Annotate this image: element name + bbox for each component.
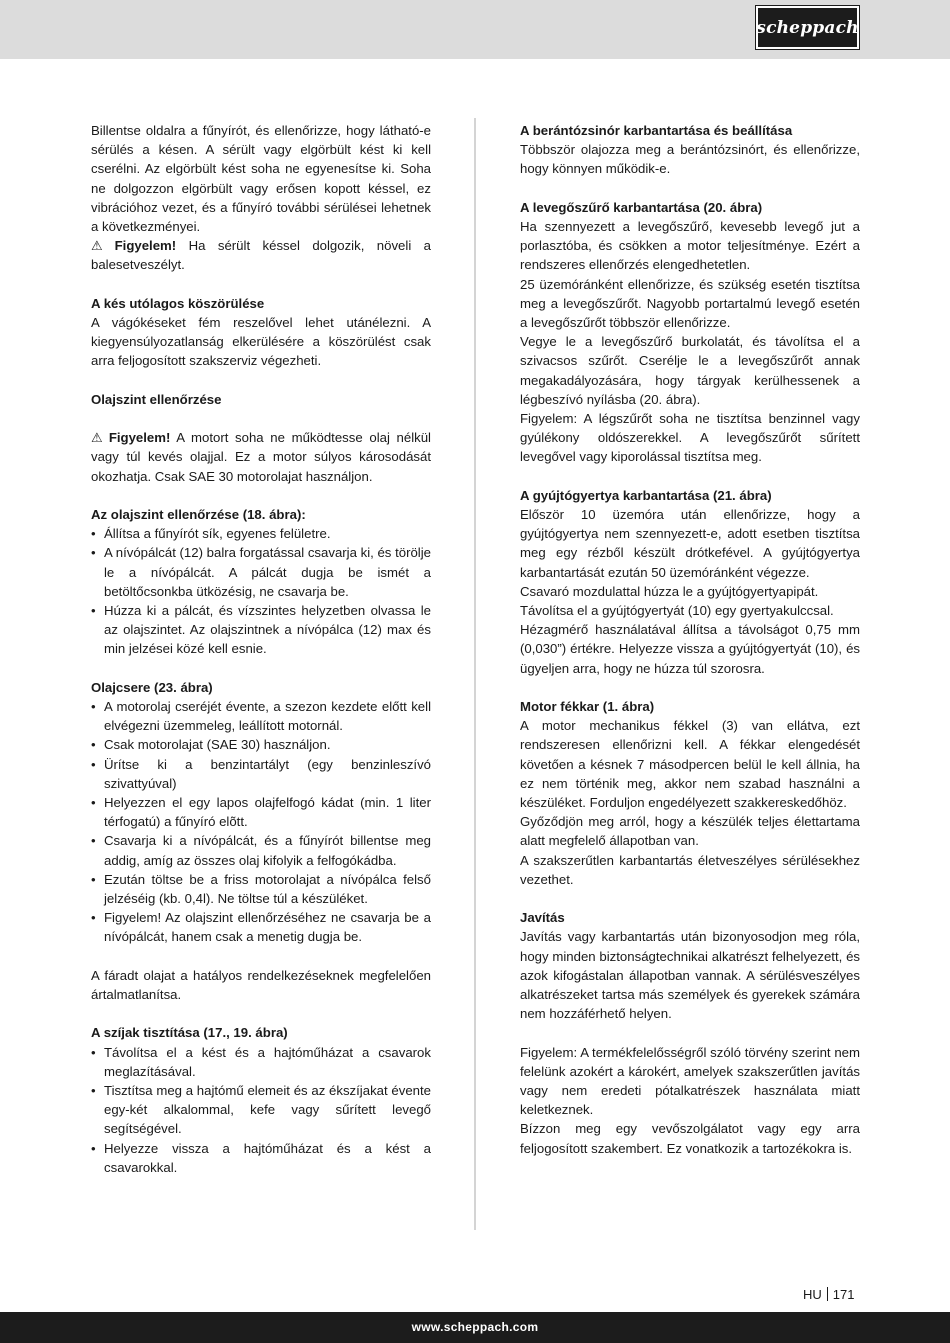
- heading-belt-cleaning: A szíjak tisztítása (17., 19. ábra): [91, 1025, 288, 1041]
- oil-level-list: [91, 524, 431, 658]
- heading-oil-check: Olajszint ellenőrzése: [91, 391, 222, 407]
- page-number-separator: [827, 1287, 828, 1301]
- air-filter-text-2: 25 üzemóránként ellenőrizze, és szükség esetén tisztítsa meg a levegőszűrőt. Nagyobb portartalmú levegő esetén a levegőszűrőt többször ellenőrizze.: [520, 276, 860, 331]
- footer-bar: [0, 1312, 950, 1343]
- repair-text-1: Javítás vagy karbantartás után bizonyosodjon meg róla, hogy minden biztonságtechnikai alkatrészt felhelyezett, és azok kifogástalan állapotban vannak. A sérülésveszélyes alkatrészeket tartsa más személyek és gyerekek számára nem hozzáférhető helyen.: [520, 929, 860, 1022]
- heading-repair: Javítás: [520, 910, 565, 926]
- brake-lever-text-3: A szakszerűtlen karbantartás életveszélyes sérülésekhez vezethet.: [520, 852, 860, 887]
- repair-text-2: Figyelem: A termékfelelősségről szóló törvény szerint nem felelünk azokért a károkért, amelyek szakszerűtlen javítás vagy nem eredeti pótalkatrészek használata miatt keletkeznek.: [520, 1044, 860, 1118]
- spark-plug-text-4: Hézagmérő használatával állítsa a távolságot 0,75 mm (0,030”) értékre. Helyezze vissza a gyújtógyertyát (10), és ügyeljen arra, hogy ne húzza túl szorosra.: [520, 622, 860, 676]
- list-item: • A nívópálcát (12) balra forgatással csavarja ki, és törölje le a nívópálcát. A pálcát dugja be ismét a betöltőcsonkba ütközésig, ne csavarja be.: [91, 543, 431, 601]
- waste-oil-text: A fáradt olajat a hatályos rendelkezéseknek megfelelően ártalmatlanítsa.: [91, 967, 431, 1003]
- list-item: • Helyezze vissza a hajtóműházat és a kést a csavarokkal.: [91, 1139, 431, 1177]
- warning-triangle-icon: ⚠: [91, 238, 112, 254]
- air-filter-text-4: Figyelem: A légszűrőt soha ne tisztítsa benzinnel vagy gyúlékony oldószerekkel. A levegőszűrőt sűrített levegővel vagy kiporolással tisztítsa meg.: [520, 411, 860, 465]
- header-bar: [0, 0, 950, 59]
- warning-label: ⚠ Figyelem!: [91, 430, 171, 446]
- list-item: • Csavarja ki a nívópálcát, és a fűnyírót billentse meg addig, amíg az összes olaj kifolyik a felfogókádba.: [91, 831, 431, 869]
- warning-label: ⚠ Figyelem!: [91, 238, 177, 254]
- page-number: [803, 1287, 854, 1302]
- heading-air-filter: A levegőszűrő karbantartása (20. ábra): [520, 199, 763, 215]
- blade-inspection-text: Billentse oldalra a fűnyírót, és ellenőrizze, hogy látható-e sérülés a késen. A sérült vagy elgörbült kést ki kell cserélni. Az elgörbült kést soha ne egyenesítse ki. Soha ne dolgozzon elgörbült vagy erősen kopott késsel, ez vibrációhoz vezet, és a fűnyíró további sérülései lehetnek a következményei.: [91, 123, 431, 235]
- list-item: • A motorolaj cseréjét évente, a szezon kezdete előtt kell elvégezni üzemmeleg, leállított motornál.: [91, 697, 431, 735]
- heading-blade-sharpening: A kés utólagos köszörülése: [91, 295, 265, 311]
- list-item: • Ürítse ki a benzintartályt (egy benzinleszívó szivattyúval): [91, 755, 431, 793]
- heading-starter-cord: A berántózsinór karbantartása és beállítása: [520, 123, 793, 138]
- air-filter-text-1: Ha szennyezett a levegőszűrő, kevesebb levegő jut a porlasztóba, és csökken a motor teljesítménye. Ezért a rendszeres ellenőrzés elengedhetetlen.: [520, 219, 860, 273]
- heading-brake-lever: Motor fékkar (1. ábra): [520, 699, 655, 715]
- language-code: HU: [803, 1287, 822, 1302]
- column-divider: [474, 118, 476, 1230]
- brake-lever-text-1: A motor mechanikus fékkel (3) van ellátva, ezt rendszeresen ellenőrizni kell. A fékkar elengedését követően a késnek 7 másodpercen belül le kell állnia, ha ez nem történik meg, akkor nem szabad használni a készüléket. Forduljon engedélyezett szakkereskedőhöz.: [520, 718, 860, 811]
- page-number-value: 171: [832, 1287, 855, 1302]
- right-column: [520, 121, 860, 1158]
- heading-oil-change: Olajcsere (23. ábra): [91, 679, 213, 695]
- list-item: • Csak motorolajat (SAE 30) használjon.: [91, 735, 431, 754]
- belt-cleaning-list: [91, 1043, 431, 1177]
- list-item: • Tisztítsa meg a hajtómű elemeit és az ékszíjakat évente egy-két alkalommal, kefe vagy sűrített levegő segítségével.: [91, 1081, 431, 1139]
- repair-text-3: Bízzon meg egy vevőszolgálatot vagy egy arra feljogosított szakembert. Ez vonatkozik a tartozékokra is.: [520, 1121, 860, 1156]
- spark-plug-text-3: Távolítsa el a gyújtógyertyát (10) egy gyertyakulccsal.: [520, 603, 834, 619]
- heading-spark-plug: A gyújtógyertya karbantartása (21. ábra): [520, 487, 772, 503]
- scheppach-logo: scheppach: [756, 6, 859, 49]
- blade-warning: ⚠ Figyelem! Ha sérült késsel dolgozik, növeli a balesetveszélyt.: [91, 238, 432, 273]
- blade-sharpening-text: A vágókéseket fém reszelővel lehet utánélezni. A kiegyensúlyozatlanság elkerülésére a köszörülést csak arra feljogosított szakszerviz végezheti.: [91, 315, 431, 369]
- spark-plug-text-2: Csavaró mozdulattal húzza le a gyújtógyertyapipát.: [520, 583, 819, 599]
- heading-oil-level: Az olajszint ellenőrzése (18. ábra):: [91, 507, 306, 522]
- left-column: [91, 121, 431, 1177]
- list-item: • Figyelem! Az olajszint ellenőrzéséhez ne csavarja be a nívópálcát, hanem csak a menetig dugja be.: [91, 908, 431, 946]
- list-item: • Helyezzen el egy lapos olajfelfogó kádat (min. 1 liter térfogatú) a fűnyíró elõtt.: [91, 793, 431, 831]
- list-item: • Állítsa a fűnyírót sík, egyenes felületre.: [91, 524, 431, 543]
- spark-plug-text-1: Először 10 üzemóra után ellenőrizze, hogy a gyújtógyertya nem szennyezett-e, adott esetben tisztítsa meg egy rézből készült drótkefével. A gyújtógyertya karbantartását ezután 50 üzemóránként végezze.: [520, 507, 860, 580]
- list-item: • Távolítsa el a kést és a hajtóműházat a csavarok meglazításával.: [91, 1043, 431, 1081]
- warning-triangle-icon: ⚠: [91, 430, 106, 446]
- footer-url-link[interactable]: www.scheppach.com: [411, 1320, 539, 1334]
- oil-warning: ⚠ Figyelem! A motort soha ne működtesse olaj nélkül vagy túl kevés olajjal. Ez a motor súlyos károsodását okozhatja. Csak SAE 30 motorolajat használjon.: [91, 430, 431, 484]
- starter-cord-text: Többször olajozza meg a berántózsinórt, és ellenőrizze, hogy könnyen működik-e.: [520, 142, 860, 177]
- list-item: • Húzza ki a pálcát, és vízszintes helyzetben olvassa le az olajszintet. Az olajszintnek a nívópálca (12) max és min jelzései közé kell esnie.: [91, 601, 431, 659]
- oil-change-list: [91, 697, 431, 947]
- air-filter-text-3: Vegye le a levegőszűrő burkolatát, és távolítsa el a szivacsos szűrőt. Cserélje le a levegőszűrőt annak megakadályozására, hogy tárgyak kerülhessenek a légbeszívó nyílásba (20. ábra).: [520, 334, 860, 407]
- brake-lever-text-2: Győződjön meg arról, hogy a készülék teljes élettartama alatt megfelelő állapotban van.: [520, 814, 860, 849]
- list-item: • Ezután töltse be a friss motorolajat a nívópálca felső jelzéséig (kb. 0,4l). Ne töltse túl a készüléket.: [91, 870, 431, 908]
